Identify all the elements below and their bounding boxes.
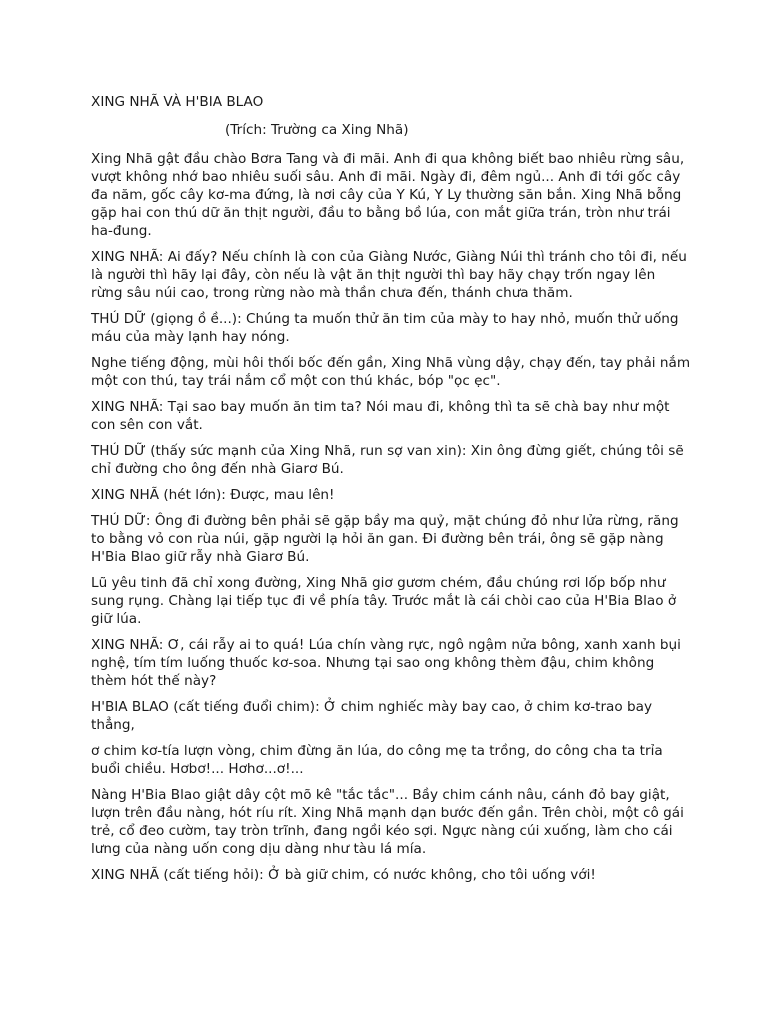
paragraph: XING NHÃ: Ai đấy? Nếu chính là con của Giàng Nước, Giàng Núi thì tránh cho tôi đi, nếu là người thì hãy lại đây, còn nếu là vật ăn thịt người thì bay hãy chạy trốn ngay lên rừng sâu núi cao, trong rừng nào mà thần chưa đến, thánh chưa thăm. xyxy=(91,249,687,301)
paragraph: H'BIA BLAO (cất tiếng đuổi chim): Ở chim nghiếc mày bay cao, ở chim kơ-trao bay thẳng, xyxy=(91,699,653,733)
paragraph: THÚ DỮ: Ông đi đường bên phải sẽ gặp bầy ma quỷ, mặt chúng đỏ như lửa rừng, răng to bằng vỏ con rùa núi, gặp người lạ hỏi ăn gan. Đi đường bên trái, ông sẽ gặp nàng H'Bia Blao giữ rẫy nhà Giarơ Bú. xyxy=(91,513,679,565)
paragraph: THÚ DỮ (thấy sức mạnh của Xing Nhã, run sợ van xin): Xin ông đừng giết, chúng tôi sẽ chỉ đường cho ông đến nhà Giarơ Bú. xyxy=(91,443,684,477)
paragraph: XING NHÃ (hét lớn): Được, mau lên! xyxy=(91,487,335,503)
paragraph: Lũ yêu tinh đã chỉ xong đường, Xing Nhã giơ gươm chém, đầu chúng rơi lốp bốp như sung rụng. Chàng lại tiếp tục đi về phía tây. Trước mắt là cái chòi cao của H'Bia Blao ở giữ lúa. xyxy=(91,575,677,627)
paragraph: Xing Nhã gật đầu chào Bơra Tang và đi mãi. Anh đi qua không biết bao nhiêu rừng sâu, vượt không nhớ bao nhiêu suối sâu. Anh đi mãi. Ngày đi, đêm ngủ... Anh đi tới gốc cây đa năm, gốc cây kơ-ma đứng, là nơi cây của Y Kú, Y Ly thường săn bắn. Xing Nhã bỗng gặp hai con thú dữ ăn thịt người, đầu to bằng bồ lúa, con mắt giữa trán, tròn như trái ha-đung. xyxy=(91,151,685,239)
document-page xyxy=(91,93,691,892)
paragraph: Nghe tiếng động, mùi hôi thối bốc đến gần, Xing Nhã vùng dậy, chạy đến, tay phải nắm một con thú, tay trái nắm cổ một con thú khác, bóp "ọc ẹc". xyxy=(91,355,691,389)
document-title: XING NHÃ VÀ H'BIA BLAO xyxy=(91,94,264,110)
paragraph: THÚ DỮ (giọng ồ ề...): Chúng ta muốn thử ăn tim của mày to hay nhỏ, muốn thử uống máu của mày lạnh hay nóng. xyxy=(91,311,679,345)
document-subtitle: (Trích: Trường ca Xing Nhã) xyxy=(225,122,409,138)
paragraph: XING NHÃ (cất tiếng hỏi): Ở bà giữ chim, có nước không, cho tôi uống với! xyxy=(91,867,596,883)
paragraph: XING NHÃ: Tại sao bay muốn ăn tim ta? Nói mau đi, không thì ta sẽ chà bay như một con sên con vắt. xyxy=(91,399,670,433)
paragraph: XING NHÃ: Ơ, cái rẫy ai to quá! Lúa chín vàng rực, ngô ngậm nửa bông, xanh xanh bụi nghệ, tím tím luống thuốc kơ-soa. Nhưng tại sao ong không thèm đậu, chim không thèm hót thế này? xyxy=(91,637,681,689)
paragraph: ơ chim kơ-tía lượn vòng, chim đừng ăn lúa, do công mẹ ta trồng, do công cha ta trỉa buổi chiều. Hơbơ!... Hơhơ...ơ!... xyxy=(91,743,663,777)
paragraph: Nàng H'Bia Blao giật dây cột mõ kê "tắc tắc"... Bầy chim cánh nâu, cánh đỏ bay giật, lượn trên đầu nàng, hót ríu rít. Xing Nhã mạnh dạn bước đến gần. Trên chòi, một cô gái trẻ, cổ đeo cườm, tay tròn trĩnh, đang ngồi kéo sợi. Ngực nàng cúi xuống, làm cho cái lưng của nàng uốn cong dịu dàng như tàu lá mía. xyxy=(91,787,684,857)
